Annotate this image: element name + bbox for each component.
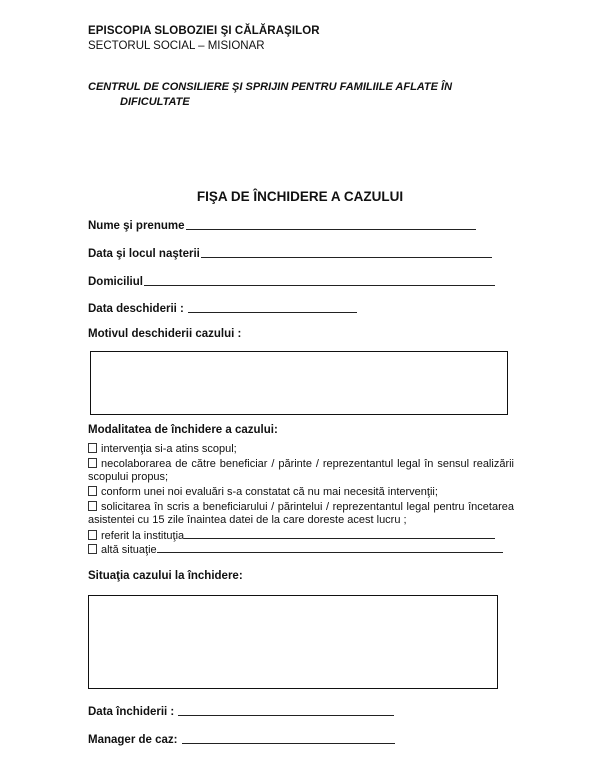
situation-heading-label: Situaţia cazului la închidere: [88,570,243,582]
option-1[interactable] [88,443,514,456]
checkbox-icon[interactable] [88,458,97,468]
centre-name [88,80,452,110]
option-5[interactable] [88,529,514,543]
checkbox-icon[interactable] [88,530,97,540]
option-6-text: altă situaţie [101,544,157,556]
sector-name: SECTORUL SOCIAL – MISIONAR [88,40,265,52]
open-reason-box[interactable] [90,351,508,415]
name-label: Nume şi prenume [88,220,185,232]
centre-line-2: DIFICULTATE [120,96,190,108]
option-2-text: necolaborarea de către beneficiar / părinte / reprezentantul legal în sensul realizării scopului propus; [88,458,514,484]
checkbox-icon[interactable] [88,544,97,554]
option-5-input-line[interactable] [184,529,495,539]
option-3[interactable] [88,486,514,499]
birth-field [88,248,492,260]
option-3-text: conform unei noi evaluări s-a constatat că nu mai necesită intervenţii; [101,486,438,498]
domicile-input-line[interactable] [144,284,495,286]
option-4-text: solicitarea în scris a beneficiarului / părintelui / reprezentantul legal pentru încetarea asistentei cu 15 zile înaintea datei de la care doreste acest lucru ; [88,501,514,527]
open-date-label: Data deschiderii : [88,303,188,315]
close-date-label: Data închiderii : [88,706,178,718]
name-field [88,220,476,232]
checkbox-icon[interactable] [88,501,97,511]
manager-input-line[interactable] [182,742,395,744]
org-name: EPISCOPIA SLOBOZIEI ŞI CĂLĂRAŞILOR [88,25,320,37]
option-6[interactable] [88,543,514,557]
birth-label: Data şi locul naşterii [88,248,200,260]
open-reason-label: Motivul deschiderii cazului : [88,328,242,340]
close-date-input-line[interactable] [178,714,394,716]
manager-label: Manager de caz: [88,734,181,746]
page-title: FIŞA DE ÎNCHIDERE A CAZULUI [196,189,404,204]
checkbox-icon[interactable] [88,443,97,453]
name-input-line[interactable] [186,228,476,230]
open-date-field [88,303,357,315]
option-5-text: referit la instituţia [101,530,185,542]
option-4[interactable] [88,501,514,528]
closing-heading-label: Modalitatea de închidere a cazului: [88,424,278,436]
domicile-label: Domiciliul [88,276,143,288]
birth-input-line[interactable] [201,256,492,258]
option-2[interactable] [88,458,514,485]
centre-line-1: CENTRUL DE CONSILIERE ŞI SPRIJIN PENTRU FAMILIILE AFLATE ÎN [88,81,453,93]
closing-heading [88,424,278,436]
option-6-input-line[interactable] [157,543,503,553]
situation-heading [88,570,243,582]
checkbox-icon[interactable] [88,486,97,496]
domicile-field [88,276,495,288]
open-reason-field [88,328,241,340]
open-date-input-line[interactable] [188,311,357,313]
situation-box[interactable] [88,595,498,689]
close-date-field [88,706,394,718]
option-1-text: intervenţia si-a atins scopul; [101,443,237,455]
manager-field [88,734,395,746]
